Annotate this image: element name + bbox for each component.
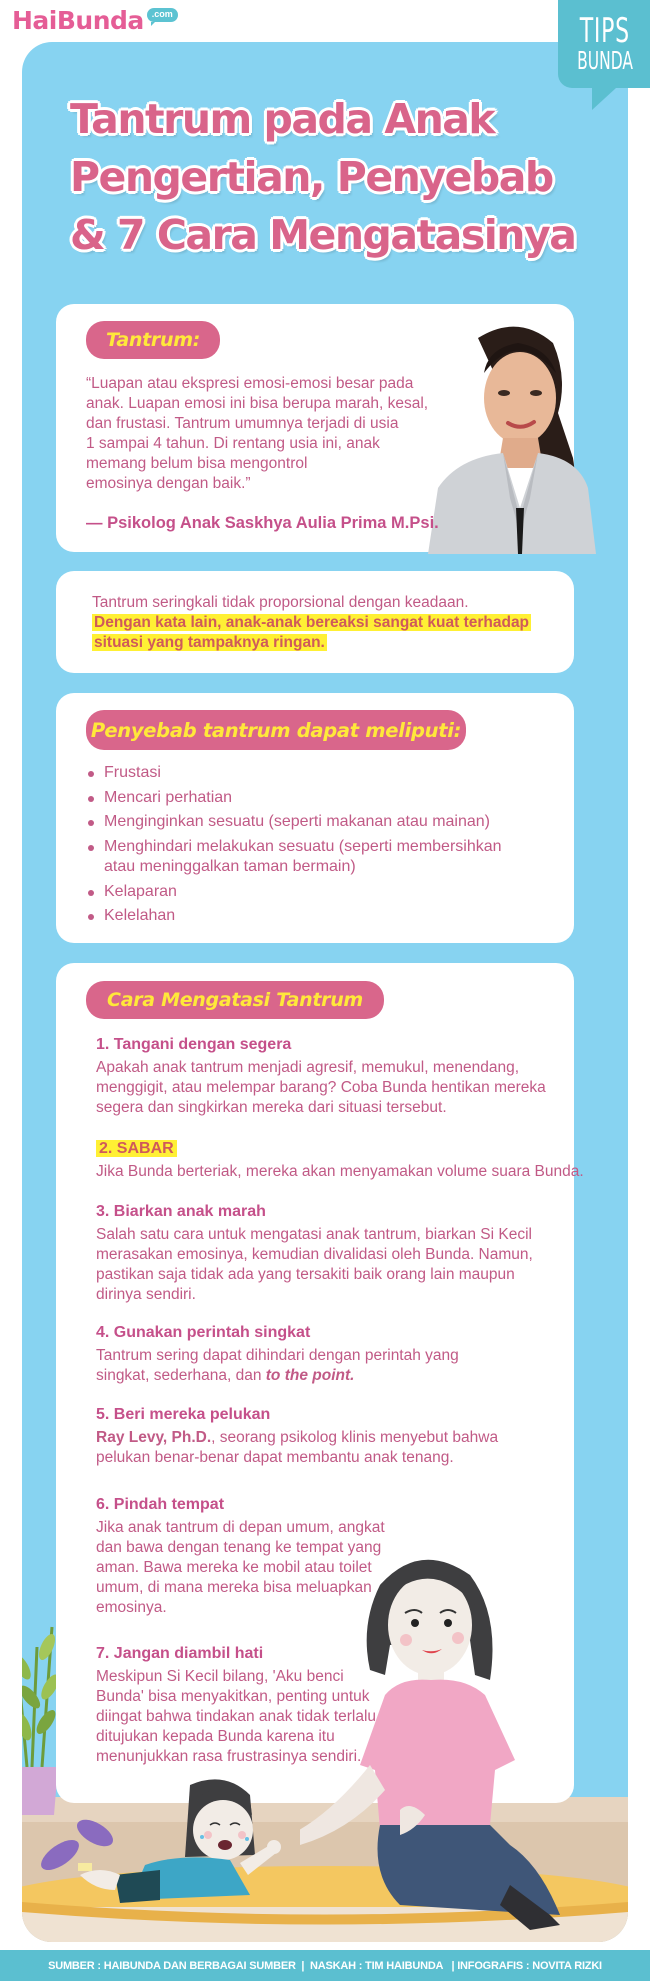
solution-step: 5. Beri mereka pelukan Ray Levy, Ph.D., seorang psikolog klinis menyebut bahwa pelukan benar-benar dapat membantu anak tenang. [96,1406,499,1466]
note-highlight: Dengan kata lain, anak-anak bereaksi sangat kuat terhadap [94,614,530,631]
causes-card [56,693,574,943]
cause-item: Mencari perhatian [86,786,536,811]
causes-pill: Penyebab tantrum dapat meliputi: [86,710,466,750]
solution-step: 7. Jangan diambil hati Meskipun Si Kecil bilang, 'Aku benci Bunda' bisa menyakitkan, penting untuk diingat bahwa tindakan anak tidak terlalu ditujukan kepada Bunda karena itu menunjukkan rasa frustrasinya sendiri. [96,1645,377,1765]
solution-step: 6. Pindah tempat Jika anak tantrum di depan umum, angkat dan bawa dengan tenang ke tempat yang aman. Bawa mereka ke mobil atau toilet umum, di mana mereka bisa meluapkan emosinya. [96,1496,385,1616]
causes-list [86,761,536,929]
cause-item: Kelelahan [86,904,536,929]
solutions-pill: Cara Mengatasi Tantrum [86,981,384,1019]
title-line-2: Pengertian, Penyebab [70,153,553,201]
haibunda-logo[interactable] [12,6,178,36]
definition-pill: Tantrum: [86,321,220,359]
sabar-highlight: 2. SABAR [96,1140,177,1157]
page-title [70,90,590,264]
credits-footer: SUMBER : HAIBUNDA DAN BERBAGAI SUMBER | NASKAH : TIM HAIBUNDA | INFOGRAFIS : NOVITA RIZKI [0,1950,650,1981]
tips-bunda-badge [558,0,650,88]
psychologist-photo [418,318,598,554]
mother-illustration [300,1545,620,1935]
crying-child-illustration [30,1775,320,1920]
cause-item: Menginginkan sesuatu (seperti makanan atau mainan) [86,810,536,835]
note-card [56,571,574,673]
solution-step: 2. SABAR Jika Bunda berteriak, mereka akan menyamakan volume suara Bunda. [96,1140,584,1180]
cause-item: Frustasi [86,761,536,786]
title-line-3: & 7 Cara Mengatasinya [70,211,576,259]
note-line: Tantrum seringkali tidak proporsional dengan keadaan. [92,594,469,611]
note-highlight-2: situasi yang tampaknya ringan. [94,634,325,651]
cause-item: Kelaparan [86,880,536,905]
logo-text: HaiBunda [12,6,144,35]
solution-step: 1. Tangani dengan segera Apakah anak tantrum menjadi agresif, memukul, menendang, menggigit, atau melempar barang? Coba Bunda hentikan mereka segera dan singkirkan mereka dari situasi tersebut. [96,1036,546,1116]
tips-badge-line1: TIPS [579,11,631,51]
solution-step: 4. Gunakan perintah singkat Tantrum sering dapat dihindari dengan perintah yang singkat, sederhana, dan to the point. [96,1324,459,1384]
tips-badge-line2: BUNDA [577,46,633,75]
cause-item: Menghindari melakukan sesuatu (seperti membersihkan atau meninggalkan taman bermain) [86,835,536,880]
logo-com-badge: .com [147,8,178,22]
title-line-1: Tantrum pada Anak [70,95,495,143]
definition-quote: “Luapan atau ekspresi emosi-emosi besar pada anak. Luapan emosi ini bisa berupa marah, kesal, dan frustasi. Tantrum umumnya terjadi di usia 1 sampai 4 tahun. Di rentang usia ini, anak memang belum bisa mengontrol emosinya dengan baik.” [86,375,429,492]
quote-author: — Psikolog Anak Saskhya Aulia Prima M.Psi. [86,514,439,532]
solution-step: 3. Biarkan anak marah Salah satu cara untuk mengatasi anak tantrum, biarkan Si Kecil merasakan emosinya, kemudian divalidasi oleh Bunda. Namun, pastikan saja tidak ada yang tersakiti baik orang lain maupun dirinya sendiri. [96,1203,533,1303]
